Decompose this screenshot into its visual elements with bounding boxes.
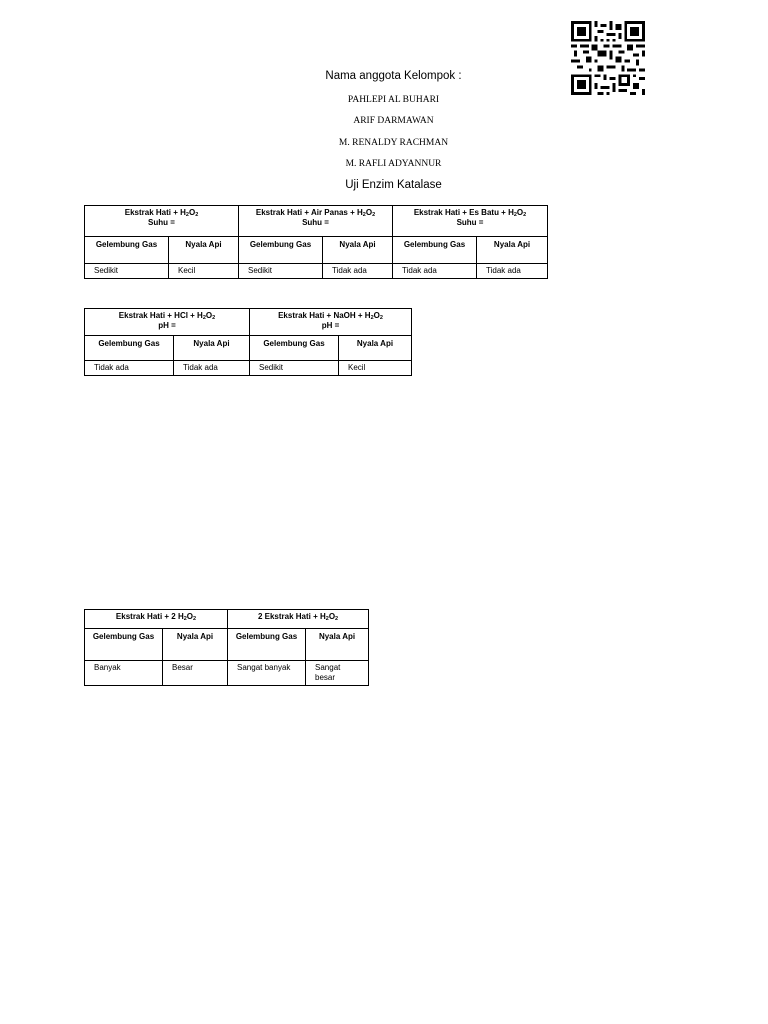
table-cell: Sangat banyak <box>228 661 306 686</box>
column-header: Nyala Api <box>477 237 548 264</box>
member-name: ARIF DARMAWAN <box>353 116 434 126</box>
table-cell: Sangat besar <box>306 661 369 686</box>
table-cell: Kecil <box>339 361 412 376</box>
table-cell: Kecil <box>169 264 239 279</box>
column-header: Nyala Api <box>339 336 412 361</box>
table-cell: Tidak ada <box>174 361 250 376</box>
table-cell: Tidak ada <box>85 361 174 376</box>
group-header: Ekstrak Hati + NaOH + $H_2O_2$ pH = <box>250 309 412 336</box>
group-header: Ekstrak Hati + Air Panas + $H_2O_2$ Suhu = <box>239 206 393 237</box>
group-header: Ekstrak Hati + 2 $H_2O_2$ <box>85 610 228 629</box>
table-cell: Tidak ada <box>477 264 548 279</box>
member-name: M. RENALDY RACHMAN <box>338 138 449 148</box>
column-header: Nyala Api <box>174 336 250 361</box>
column-header: Nyala Api <box>323 237 393 264</box>
column-header: Gelembung Gas <box>250 336 339 361</box>
column-header: Nyala Api <box>169 237 239 264</box>
section-title: Uji Enzim Katalase <box>345 179 442 191</box>
group-header: Ekstrak Hati + Es Batu + $H_2O_2$ Suhu = <box>393 206 548 237</box>
results-table-concentration <box>84 609 369 686</box>
column-header: Nyala Api <box>306 629 369 661</box>
member-name: PAHLEPI AL BUHARI <box>347 95 440 105</box>
column-header: Gelembung Gas <box>85 629 163 661</box>
table-cell: Besar <box>163 661 228 686</box>
column-header: Nyala Api <box>163 629 228 661</box>
table-cell: Tidak ada <box>393 264 477 279</box>
table-cell: Banyak <box>85 661 163 686</box>
group-header: Ekstrak Hati + HCl + $H_2O_2$ pH = <box>85 309 250 336</box>
column-header: Gelembung Gas <box>85 237 169 264</box>
column-header: Gelembung Gas <box>85 336 174 361</box>
column-header: Gelembung Gas <box>228 629 306 661</box>
results-table-ph <box>84 308 412 376</box>
table-cell: Sedikit <box>250 361 339 376</box>
member-name: M. RAFLI ADYANNUR <box>345 159 442 169</box>
group-header: Ekstrak Hati + $H_2O_2$ Suhu = <box>85 206 239 237</box>
page-title: Nama anggota Kelompok : <box>325 70 462 82</box>
table-cell: Sedikit <box>85 264 169 279</box>
table-cell: Sedikit <box>239 264 323 279</box>
table-cell: Tidak ada <box>323 264 393 279</box>
column-header: Gelembung Gas <box>239 237 323 264</box>
results-table-temperature <box>84 205 548 279</box>
column-header: Gelembung Gas <box>393 237 477 264</box>
qr-code-icon <box>571 21 645 95</box>
group-header: 2 Ekstrak Hati + $H_2O_2$ <box>228 610 369 629</box>
